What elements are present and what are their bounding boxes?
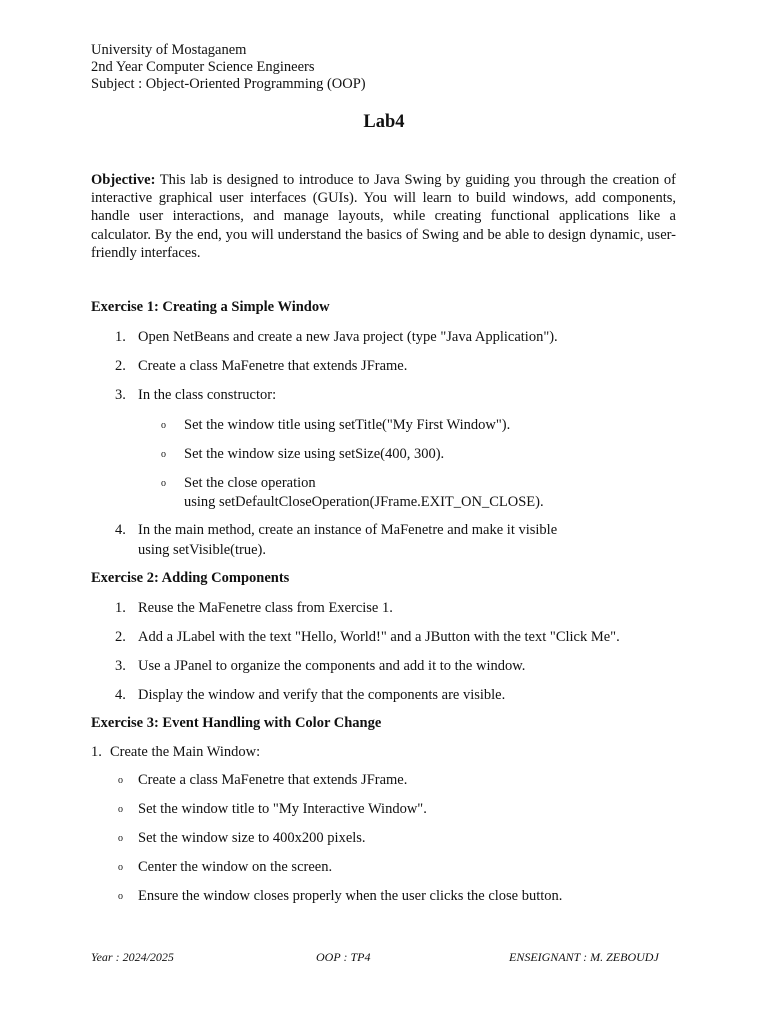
list-number: 3. xyxy=(115,387,126,403)
bullet-marker: o xyxy=(161,478,166,489)
ex1-substep: Set the window title using setTitle("My First Window"). xyxy=(184,417,511,433)
objective-text: This lab is designed to introduce to Java Swing by guiding you through the creation of interactive graphical user interfaces (GUIs). You will learn to build windows, add components, handle user interactions, and manage layouts, while creating functional applications like a calculator. By the end, you will understand the basics of Swing and be able to design dynamic, user-friendly interfaces. xyxy=(91,172,676,261)
ex2-step: Reuse the MaFenetre class from Exercise 1. xyxy=(138,600,393,616)
ex1-step: In the class constructor: xyxy=(138,387,277,403)
list-number: 4. xyxy=(115,522,126,538)
bullet-marker: o xyxy=(161,420,166,431)
bullet-marker: o xyxy=(161,449,166,460)
ex1-step: Open NetBeans and create a new Java project (type "Java Application"). xyxy=(138,329,558,345)
bullet-marker: o xyxy=(118,804,123,815)
ex3-substep: Center the window on the screen. xyxy=(138,859,333,875)
ex2-step: Display the window and verify that the components are visible. xyxy=(138,687,506,703)
ex3-substep: Create a class MaFenetre that extends JFrame. xyxy=(138,772,408,788)
list-number: 2. xyxy=(115,629,126,645)
ex2-step: Add a JLabel with the text "Hello, World!" and a JButton with the text "Click Me". xyxy=(138,629,620,645)
bullet-marker: o xyxy=(118,891,123,902)
objective-label: Objective: xyxy=(91,172,156,188)
list-number: 3. xyxy=(115,658,126,674)
ex1-step: Create a class MaFenetre that extends JFrame. xyxy=(138,358,408,374)
document-header xyxy=(91,42,366,93)
list-number: 1. xyxy=(91,744,102,760)
list-number: 4. xyxy=(115,687,126,703)
exercise2-title: Exercise 2: Adding Components xyxy=(91,570,290,586)
ex3-step: Create the Main Window: xyxy=(110,744,261,760)
footer-teacher: ENSEIGNANT : M. ZEBOUDJ xyxy=(509,950,659,964)
ex1-substep-continued: using setDefaultCloseOperation(JFrame.EXIT_ON_CLOSE). xyxy=(184,494,544,510)
ex2-step: Use a JPanel to organize the components and add it to the window. xyxy=(138,658,526,674)
exercise1-title: Exercise 1: Creating a Simple Window xyxy=(91,299,330,315)
ex3-substep: Set the window size to 400x200 pixels. xyxy=(138,830,366,846)
list-number: 1. xyxy=(115,600,126,616)
bullet-marker: o xyxy=(118,862,123,873)
bullet-marker: o xyxy=(118,775,123,786)
exercise3-title: Exercise 3: Event Handling with Color Change xyxy=(91,715,382,731)
ex3-substep: Ensure the window closes properly when the user clicks the close button. xyxy=(138,888,563,904)
subject-line: Subject : Object-Oriented Programming (OOP) xyxy=(91,76,366,92)
ex1-substep: Set the close operation xyxy=(184,475,316,491)
ex1-step: In the main method, create an instance of MaFenetre and make it visible xyxy=(138,522,558,538)
university-name: University of Mostaganem xyxy=(91,42,247,58)
list-number: 1. xyxy=(115,329,126,345)
footer-course: OOP : TP4 xyxy=(316,950,371,964)
ex3-substep: Set the window title to "My Interactive Window". xyxy=(138,801,427,817)
student-level: 2nd Year Computer Science Engineers xyxy=(91,59,315,75)
bullet-marker: o xyxy=(118,833,123,844)
ex1-substep: Set the window size using setSize(400, 300). xyxy=(184,446,445,462)
objective-paragraph xyxy=(91,171,676,262)
list-number: 2. xyxy=(115,358,126,374)
page-title: Lab4 xyxy=(363,112,405,132)
footer-year: Year : 2024/2025 xyxy=(91,950,174,964)
ex1-step-continued: using setVisible(true). xyxy=(138,542,266,558)
